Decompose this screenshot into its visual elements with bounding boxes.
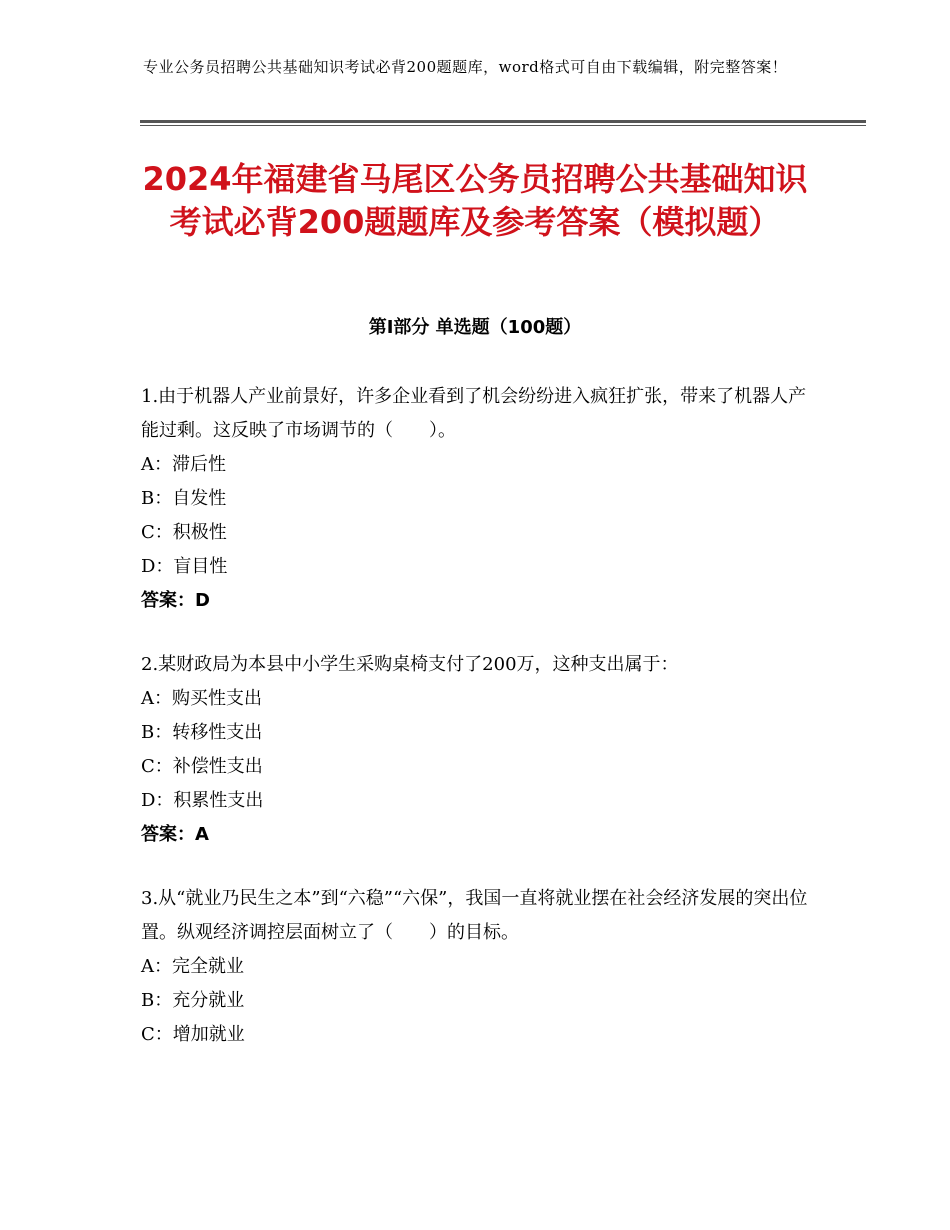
answer-line: 答案：A <box>141 824 209 845</box>
section-title: 第Ⅰ部分 单选题（100题） <box>368 317 582 338</box>
option-b: B：充分就业 <box>141 990 245 1011</box>
option-c: C：增加就业 <box>141 1024 245 1045</box>
question-2 <box>141 648 811 852</box>
option-c: C：补偿性支出 <box>141 756 263 777</box>
option-b: B：转移性支出 <box>141 722 263 743</box>
question-stem: 3.从“就业乃民生之本”到“六稳”“六保”，我国一直将就业摆在社会经济发展的突出位置。纵观经济调控层面树立了（ ）的目标。 <box>141 888 808 943</box>
option-a: A：滞后性 <box>141 454 226 475</box>
question-list <box>141 380 811 1082</box>
answer-line: 答案：D <box>141 590 210 611</box>
option-b: B：自发性 <box>141 488 227 509</box>
option-c: C：积极性 <box>141 522 227 543</box>
header-note: 专业公务员招聘公共基础知识考试必背200题题库，word格式可自由下载编辑，附完整答案！ <box>143 58 788 76</box>
question-stem: 2.某财政局为本县中小学生采购桌椅支付了200万，这种支出属于： <box>141 654 679 675</box>
document-title: 2024年福建省马尾区公务员招聘公共基础知识考试必背200题题库及参考答案（模拟题） <box>142 160 808 241</box>
header-divider <box>140 120 866 126</box>
option-a: A：完全就业 <box>141 956 244 977</box>
question-3 <box>141 882 811 1052</box>
question-stem: 1.由于机器人产业前景好，许多企业看到了机会纷纷进入疯狂扩张，带来了机器人产能过剩。这反映了市场调节的（ ）。 <box>141 386 807 441</box>
option-d: D：积累性支出 <box>141 790 264 811</box>
option-d: D：盲目性 <box>141 556 228 577</box>
option-a: A：购买性支出 <box>141 688 262 709</box>
question-1 <box>141 380 811 618</box>
